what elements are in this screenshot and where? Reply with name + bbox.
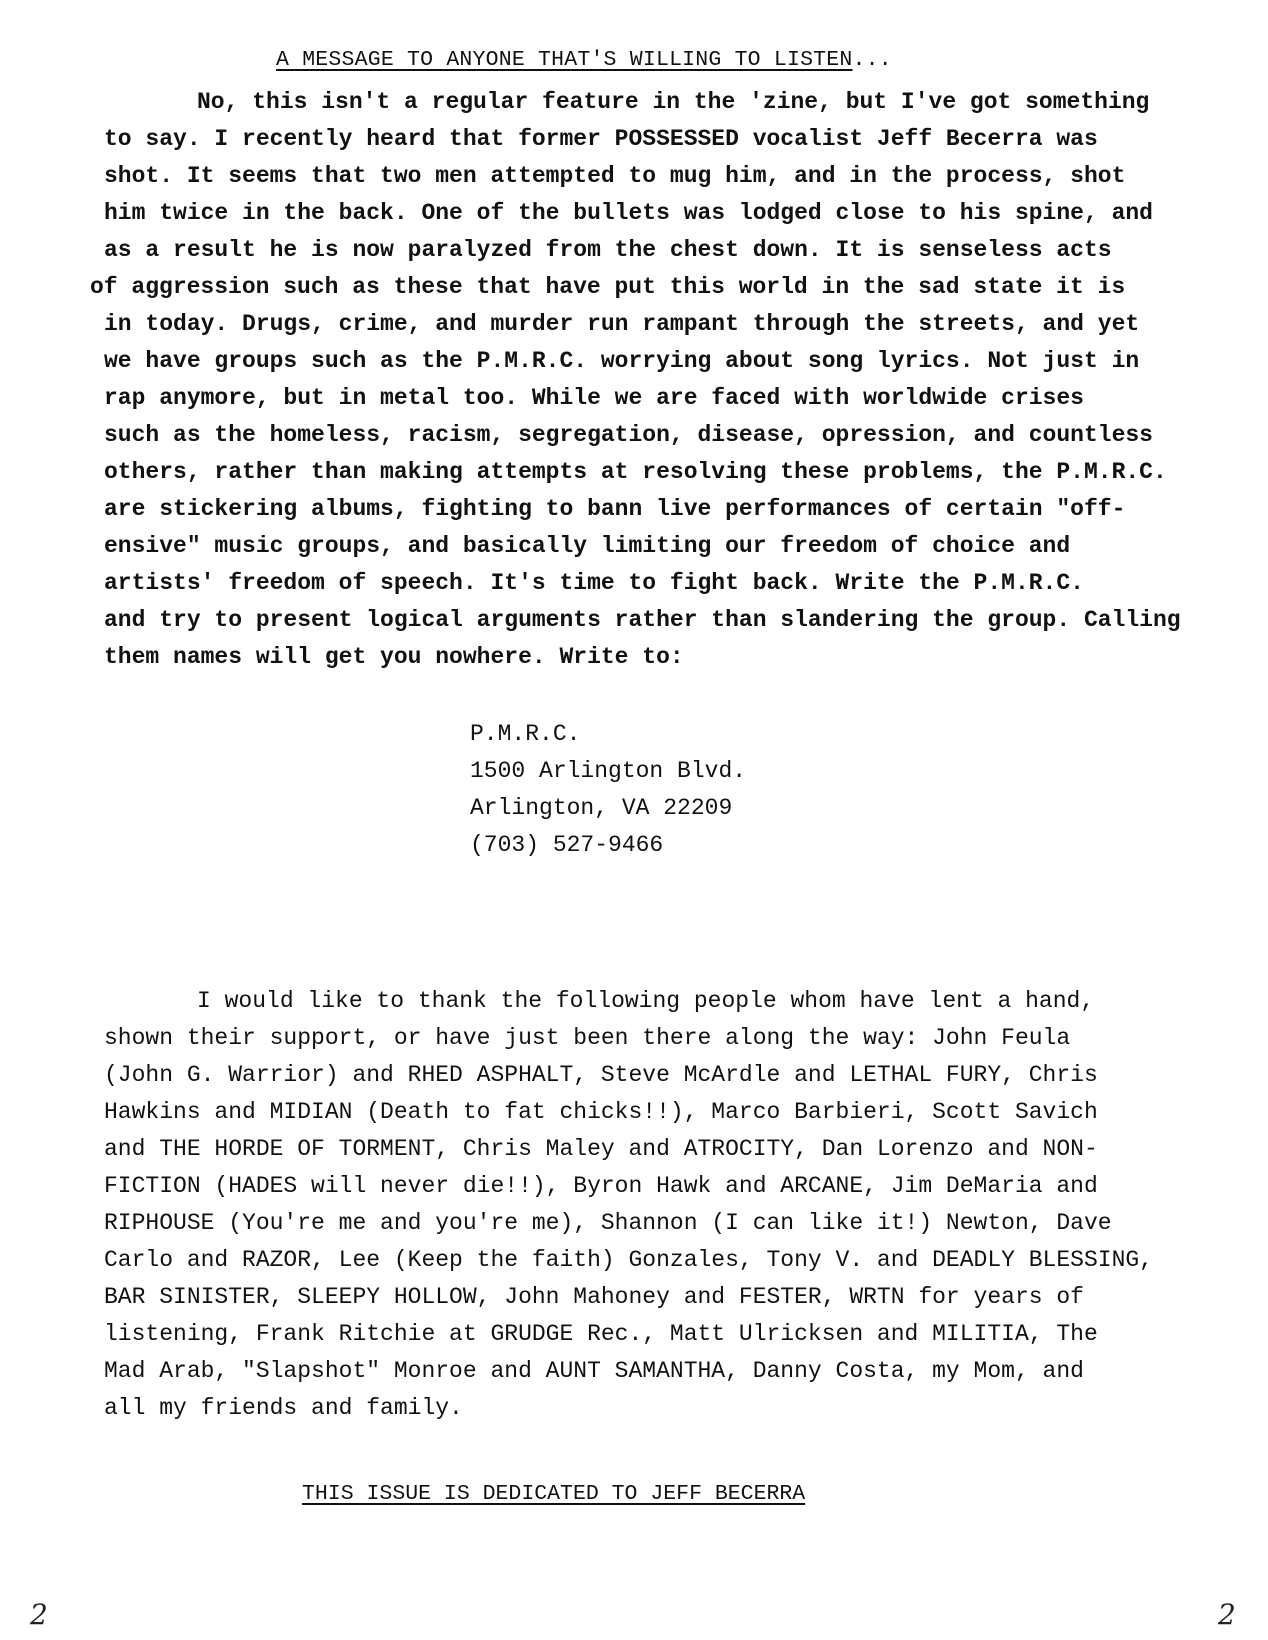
thanks-line: listening, Frank Ritchie at GRUDGE Rec., Matt Ulricksen and MILITIA, The — [104, 1321, 1098, 1347]
message-line: No, this isn't a regular feature in the 'zine, but I've got something — [197, 89, 1150, 115]
thanks-line: Mad Arab, "Slapshot" Monroe and AUNT SAMANTHA, Danny Costa, my Mom, and — [104, 1358, 1084, 1384]
message-line: others, rather than making attempts at resolving these problems, the P.M.R.C. — [104, 459, 1167, 485]
thanks-line: Hawkins and MIDIAN (Death to fat chicks!!), Marco Barbieri, Scott Savich — [104, 1099, 1098, 1125]
address-street: 1500 Arlington Blvd. — [470, 758, 747, 784]
message-line: him twice in the back. One of the bullets was lodged close to his spine, and — [104, 200, 1153, 226]
address-city: Arlington, VA 22209 — [470, 795, 733, 821]
message-line: ensive" music groups, and basically limiting our freedom of choice and — [104, 533, 1071, 559]
page-title — [276, 48, 892, 72]
thanks-line: FICTION (HADES will never die!!), Byron Hawk and ARCANE, Jim DeMaria and — [104, 1173, 1098, 1199]
thanks-line: and THE HORDE OF TORMENT, Chris Maley and ATROCITY, Dan Lorenzo and NON- — [104, 1136, 1098, 1162]
message-line: such as the homeless, racism, segregation, disease, opression, and countless — [104, 422, 1153, 448]
page-number-left: 2 — [30, 1598, 48, 1631]
page-number-right: 2 — [1218, 1598, 1236, 1631]
thanks-line: Carlo and RAZOR, Lee (Keep the faith) Gonzales, Tony V. and DEADLY BLESSING, — [104, 1247, 1153, 1273]
thanks-line: I would like to thank the following people whom have lent a hand, — [197, 988, 1095, 1014]
thanks-paragraph — [104, 983, 1264, 1427]
message-line: we have groups such as the P.M.R.C. worrying about song lyrics. Not just in — [104, 348, 1140, 374]
message-line: are stickering albums, fighting to bann live performances of certain "off- — [104, 496, 1126, 522]
message-paragraph — [90, 84, 1264, 676]
thanks-line: all my friends and family. — [104, 1395, 463, 1421]
message-line: of aggression such as these that have put this world in the sad state it is — [90, 274, 1126, 300]
thanks-line: BAR SINISTER, SLEEPY HOLLOW, John Mahoney and FESTER, WRTN for years of — [104, 1284, 1084, 1310]
address-name: P.M.R.C. — [470, 721, 581, 747]
mailing-address — [470, 716, 746, 864]
message-line: to say. I recently heard that former POSSESSED vocalist Jeff Becerra was — [104, 126, 1098, 152]
message-line: shot. It seems that two men attempted to mug him, and in the process, shot — [104, 163, 1126, 189]
dedication-line: THIS ISSUE IS DEDICATED TO JEFF BECERRA — [302, 1482, 806, 1506]
title-ellipsis: ... — [852, 48, 892, 72]
message-line: artists' freedom of speech. It's time to fight back. Write the P.M.R.C. — [104, 570, 1084, 596]
message-line: them names will get you nowhere. Write to: — [104, 644, 684, 670]
thanks-line: RIPHOUSE (You're me and you're me), Shannon (I can like it!) Newton, Dave — [104, 1210, 1112, 1236]
title-underlined-text: A MESSAGE TO ANYONE THAT'S WILLING TO LISTEN — [276, 48, 853, 72]
address-phone: (703) 527-9466 — [470, 832, 664, 858]
thanks-line: shown their support, or have just been there along the way: John Feula — [104, 1025, 1071, 1051]
thanks-line: (John G. Warrior) and RHED ASPHALT, Steve McArdle and LETHAL FURY, Chris — [104, 1062, 1098, 1088]
message-line: in today. Drugs, crime, and murder run rampant through the streets, and yet — [104, 311, 1140, 337]
message-line: as a result he is now paralyzed from the chest down. It is senseless acts — [104, 237, 1112, 263]
message-line: and try to present logical arguments rather than slandering the group. Calling — [104, 607, 1181, 633]
message-line: rap anymore, but in metal too. While we are faced with worldwide crises — [104, 385, 1084, 411]
